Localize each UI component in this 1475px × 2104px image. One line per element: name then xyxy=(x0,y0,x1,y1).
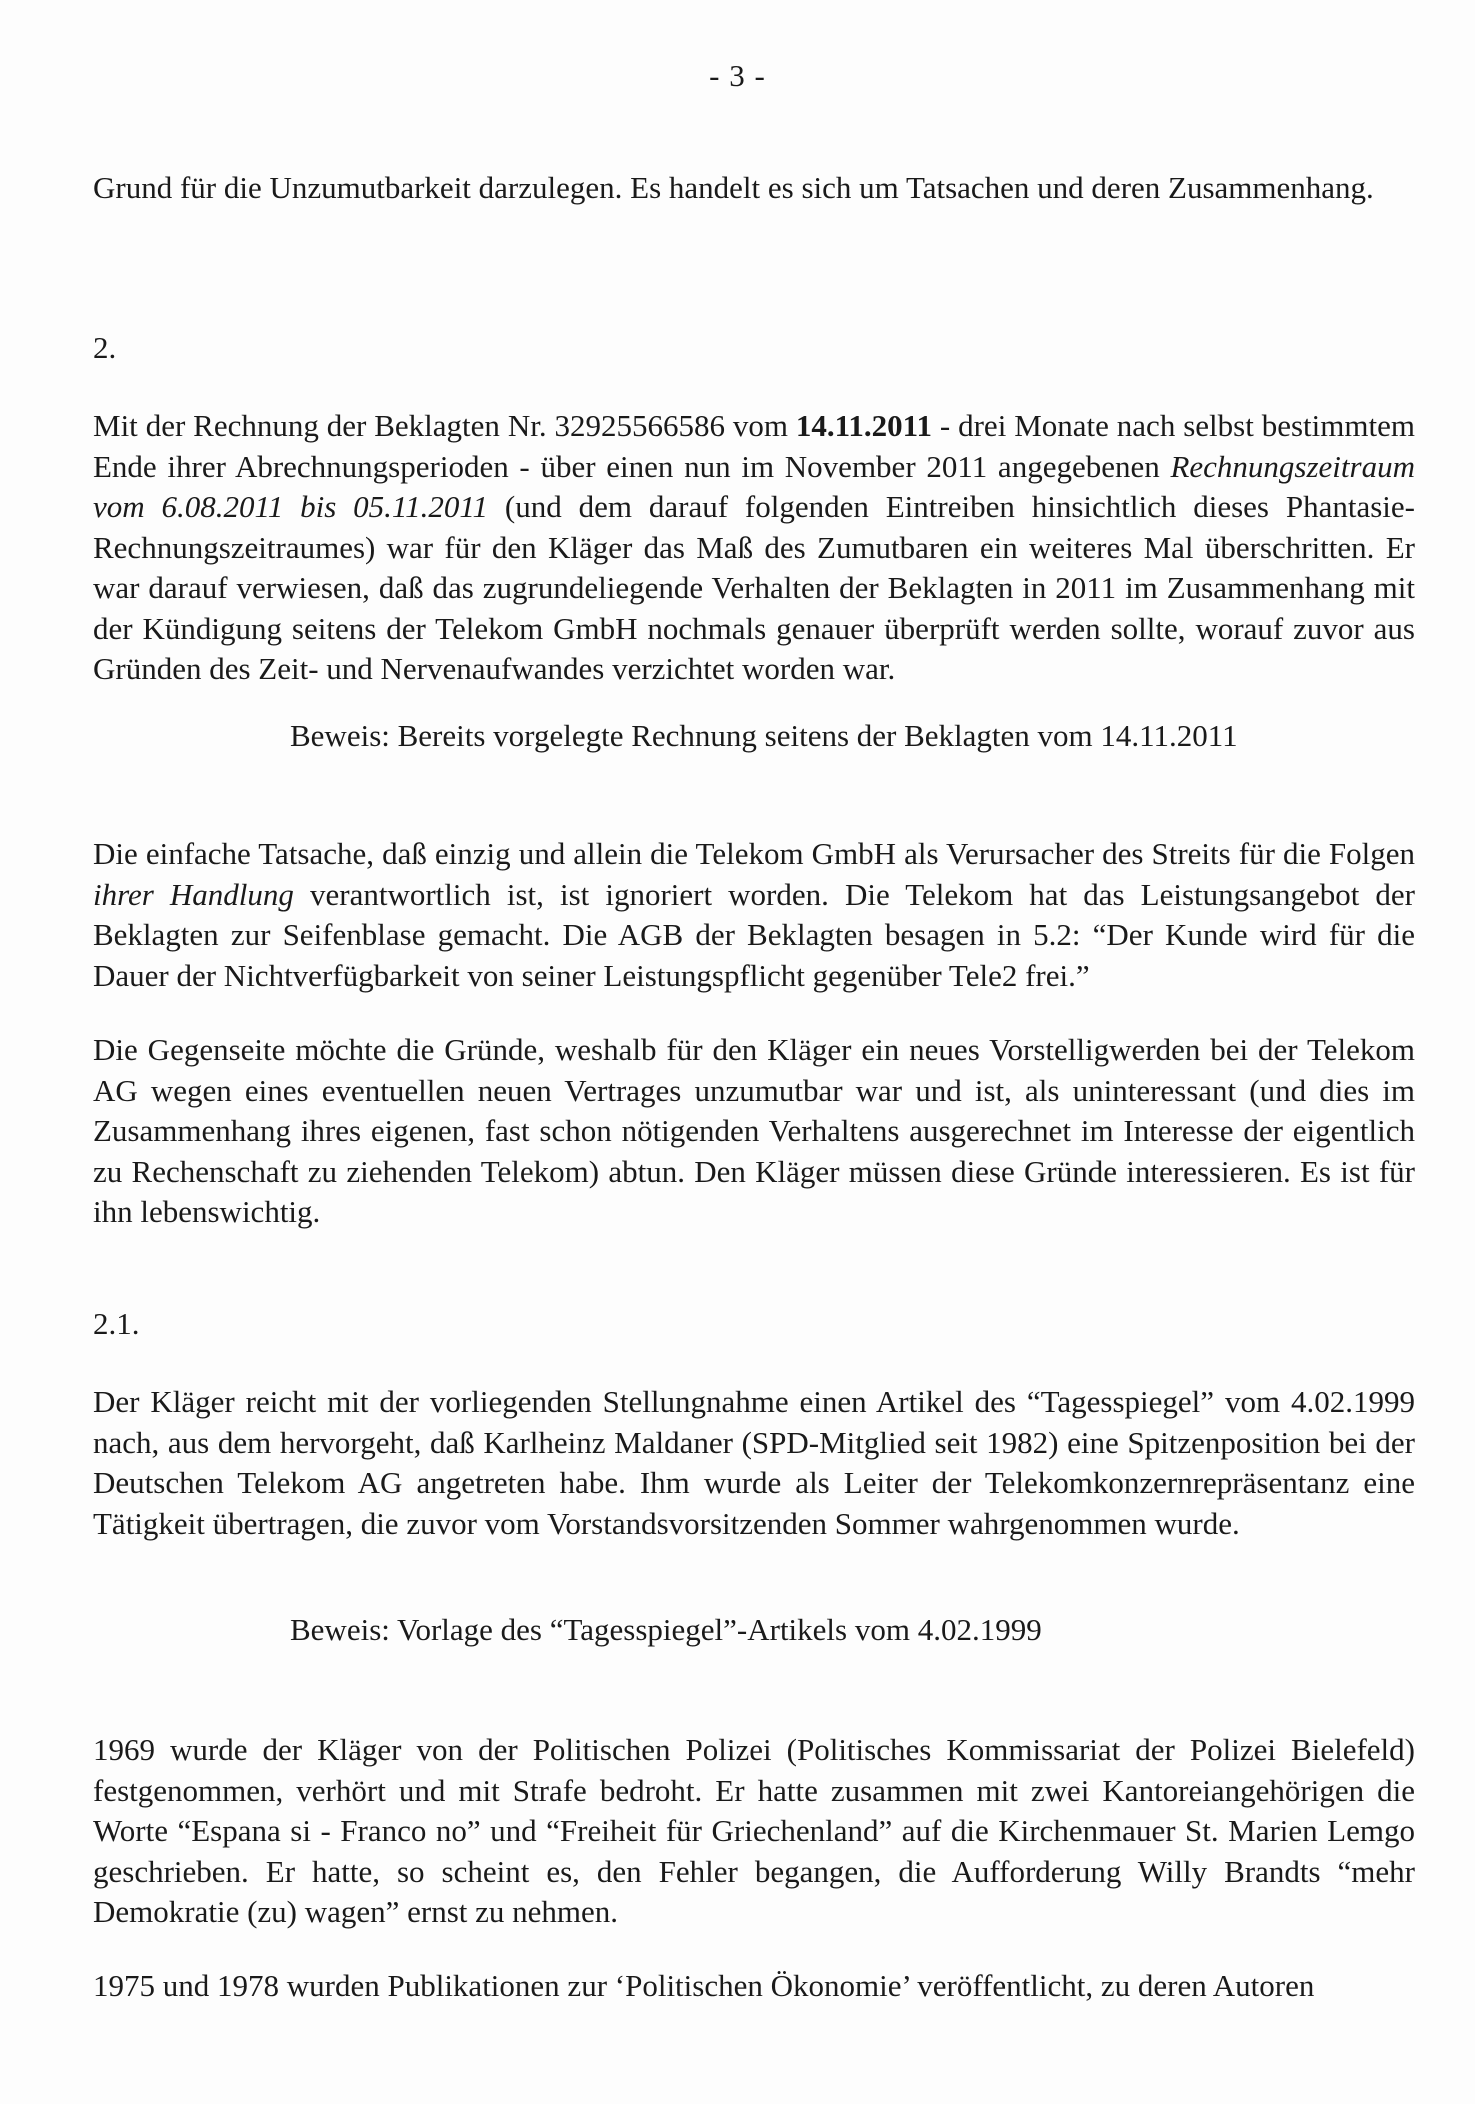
tatsache-italic: ihrer Handlung xyxy=(93,876,294,912)
tatsache-text-b: verantwortlich ist, ist ignoriert worden. Die Telekom hat das Leistungsangebot der Beklagten zur Seifenblase gemacht. Die AGB der Beklagten besagen in 5.2: “Der Kunde wird für die Dauer der Nichtverfügbarkeit von seiner Leistungspflicht gegenüber Tele2 frei.” xyxy=(93,876,1415,993)
evidence-2: Beweis: Vorlage des “Tagesspiegel”-Artikels vom 4.02.1999 xyxy=(290,1612,1042,1647)
paragraph-tagesspiegel: Der Kläger reicht mit der vorliegenden Stellungnahme einen Artikel des “Tagesspiegel” vom 4.02.1999 nach, aus dem hervorgeht, daß Karlheinz Maldaner (SPD-Mitglied seit 1982) eine Spitzenposition bei der Deutschen Telekom AG angetreten habe. Ihm wurde als Leiter der Telekomkonzernrepräsentanz eine Tätigkeit übertragen, die zuvor vom Vorstandsvorsitzenden Sommer wahrgenommen wurde. xyxy=(93,1384,1415,1541)
section-heading-2: 2. xyxy=(93,330,117,365)
paragraph-tatsache xyxy=(93,834,1415,996)
rechnung-period: Rechnungszeitraum vom 6.08.2011 bis 05.11.2011 xyxy=(93,448,1415,524)
paragraph-intro: Grund für die Unzumutbarkeit darzulegen. Es handelt es sich um Tatsachen und deren Zusammenhang. xyxy=(93,170,1374,205)
paragraph-rechnung xyxy=(93,406,1415,690)
tatsache-text-a: Die einfache Tatsache, daß einzig und allein die Telekom GmbH als Verursacher des Streits für die Folgen xyxy=(93,836,1415,871)
page-number: - 3 - xyxy=(709,58,766,93)
section-heading-2-1: 2.1. xyxy=(93,1306,140,1341)
rechnung-date: 14.11.2011 xyxy=(795,408,932,443)
rechnung-text-a: Mit der Rechnung der Beklagten Nr. 32925566586 vom xyxy=(93,408,796,443)
rechnung-text-b: - drei Monate nach selbst bestimmtem Ende ihrer Abrechnungsperioden - über einen nun im November 2011 angegebenen xyxy=(93,408,1415,484)
paragraph-gegenseite: Die Gegenseite möchte die Gründe, weshalb für den Kläger ein neues Vorstelligwerden bei der Telekom AG wegen eines eventuellen neuen Vertrages unzumutbar war und ist, als uninteressant (und dies im Zusammenhang ihres eigenen, fast schon nötigenden Verhaltens ausgerechnet im Interesse der eigentlich zu Rechenschaft zu ziehenden Telekom) abtun. Den Kläger müssen diese Gründe interessieren. Es ist für ihn lebenswichtig. xyxy=(93,1032,1415,1229)
evidence-1: Beweis: Bereits vorgelegte Rechnung seitens der Beklagten vom 14.11.2011 xyxy=(290,718,1238,753)
paragraph-1969: 1969 wurde der Kläger von der Politischen Polizei (Politisches Kommissariat der Polizei Bielefeld) festgenommen, verhört und mit Strafe bedroht. Er hatte zusammen mit zwei Kantoreiangehörigen die Worte “Espana si - Franco no” und “Freiheit für Griechenland” auf die Kirchenmauer St. Marien Lemgo geschrieben. Er hatte, so scheint es, den Fehler begangen, die Aufforderung Willy Brandts “mehr Demokratie (zu) wagen” ernst zu nehmen. xyxy=(93,1732,1415,1929)
paragraph-1975: 1975 und 1978 wurden Publikationen zur ‘Politischen Ökonomie’ veröffentlicht, zu deren Autoren xyxy=(93,1968,1315,2003)
rechnung-text-c: (und dem darauf folgenden Eintreiben hinsichtlich dieses Phantasie-Rechnungszeitraumes) war für den Kläger das Maß des Zumutbaren ein weiteres Mal überschritten. Er war darauf verwiesen, daß das zugrundeliegende Verhalten der Beklagten in 2011 im Zusammenhang mit der Kündigung seitens der Telekom GmbH nochmals genauer überprüft werden sollte, worauf zuvor aus Gründen des Zeit- und Nervenaufwandes verzichtet worden war. xyxy=(93,489,1416,686)
